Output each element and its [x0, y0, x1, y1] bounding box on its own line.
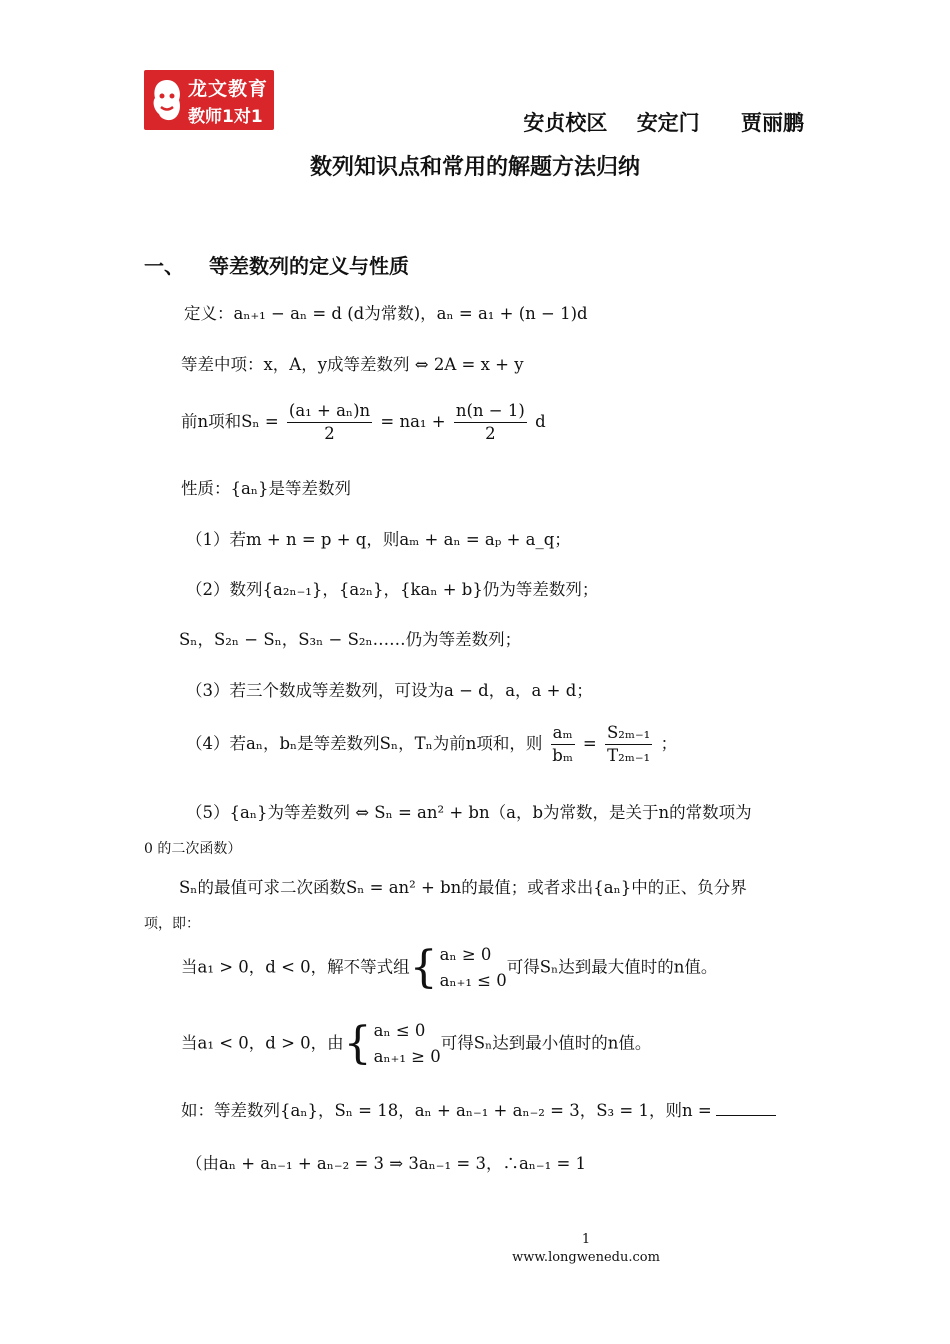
case2-ineq2: aₙ₊₁ ≥ 0: [373, 1047, 441, 1066]
p4-eq: =: [582, 734, 597, 753]
page-title: 数列知识点和常用的解题方法归纳: [309, 155, 640, 180]
case2-ineq1: aₙ ≤ 0: [373, 1021, 426, 1040]
case-1: [181, 942, 717, 994]
teacher: 贾丽鹏: [741, 111, 804, 135]
logo-face-icon: [150, 76, 184, 124]
property-3: （3）若三个数成等差数列，可设为a − d，a，a + d；: [186, 681, 593, 700]
case1-ineq2: aₙ₊₁ ≤ 0: [439, 971, 507, 990]
case1-system: [440, 942, 507, 994]
sum-fraction-1: [287, 400, 372, 445]
property-4: [186, 722, 677, 767]
property-4-prefix: （4）若aₙ，bₙ是等差数列Sₙ，Tₙ为前n项和，则: [186, 734, 543, 753]
case-2: [181, 1018, 651, 1070]
case1-ineq1: aₙ ≥ 0: [439, 945, 492, 964]
extreme-value-line: Sₙ的最值可求二次函数Sₙ = an² + bn的最值；或者求出{aₙ}中的正、负分界: [179, 878, 747, 897]
property-5b: 0 的二次函数）: [144, 841, 242, 857]
property-2b: Sₙ，S₂ₙ − Sₙ，S₃ₙ − S₂ₙ……仍为等差数列；: [179, 630, 522, 649]
section-title: 等差数列的定义与性质: [208, 254, 409, 278]
example-text: 如：等差数列{aₙ}，Sₙ = 18，aₙ + aₙ₋₁ + aₙ₋₂ = 3，S₃ = 1，则n =: [181, 1101, 712, 1120]
property-2: （2）数列{a₂ₙ₋₁}，{a₂ₙ}，{kaₙ + b}仍为等差数列；: [186, 580, 599, 599]
property-5: （5）{aₙ}为等差数列 ⇔ Sₙ = an² + bn（a，b为常数，是关于n的常数项为: [186, 803, 752, 822]
brace-icon: {: [343, 1018, 372, 1069]
definition-line: [184, 300, 588, 324]
case1-suffix: 可得Sₙ达到最大值时的n值。: [506, 957, 718, 977]
p4-frac1-numerator: aₘ: [551, 722, 575, 745]
sum-mid: = na₁ +: [380, 412, 446, 431]
sum-frac2-denominator: 2: [485, 424, 496, 443]
page-number: 1: [581, 1232, 591, 1247]
property-4-fraction-1: [551, 722, 575, 767]
logo: [144, 70, 274, 130]
extreme-value-line-b: 项，即：: [144, 916, 200, 932]
case2-system: [374, 1018, 441, 1070]
definition-label: 定义：: [184, 304, 234, 323]
p4-frac2-denominator: T₂ₘ₋₁: [607, 746, 651, 765]
branch: 安定门: [636, 111, 700, 135]
case2-suffix: 可得Sₙ达到最小值时的n值。: [440, 1033, 652, 1053]
middle-term-line: 等差中项：x，A，y成等差数列 ⇔ 2A = x + y: [181, 355, 524, 374]
definition-formula: aₙ₊₁ − aₙ = d (d为常数)，aₙ = a₁ + (n − 1)d: [233, 304, 588, 323]
p4-frac1-denominator: bₘ: [552, 746, 573, 765]
sum-frac1-denominator: 2: [324, 424, 335, 443]
logo-line1: 龙文教育: [188, 78, 269, 100]
answer-blank: [716, 1101, 776, 1116]
brace-icon: {: [409, 942, 438, 993]
section-number: 一、: [144, 254, 184, 278]
header-info: [501, 107, 804, 137]
footer-url: www.longwenedu.com: [512, 1250, 660, 1265]
property-1: （1）若m + n = p + q，则aₘ + aₙ = aₚ + a_q；: [186, 530, 571, 549]
sum-frac1-numerator: (a₁ + aₙ)n: [287, 400, 372, 423]
p4-suffix: ；: [660, 734, 678, 753]
logo-line2: 教师1对1: [188, 107, 263, 127]
section-heading: [144, 250, 409, 279]
case2-prefix: 当a₁ < 0，d > 0，由: [181, 1033, 344, 1053]
solution-line: （由aₙ + aₙ₋₁ + aₙ₋₂ = 3 ⇒ 3aₙ₋₁ = 3，∴aₙ₋₁ = 1: [186, 1154, 587, 1173]
sum-suffix: d: [535, 412, 546, 431]
campus: 安贞校区: [523, 111, 608, 135]
sum-prefix: 前n项和Sₙ =: [181, 412, 279, 431]
sum-frac2-numerator: n(n − 1): [454, 400, 527, 423]
property-intro: 性质：{aₙ}是等差数列: [181, 479, 351, 498]
sum-fraction-2: [454, 400, 527, 445]
p4-frac2-numerator: S₂ₘ₋₁: [605, 722, 652, 745]
property-4-fraction-2: [605, 722, 652, 767]
case1-prefix: 当a₁ > 0，d < 0，解不等式组: [181, 957, 410, 977]
sum-formula: [181, 400, 546, 445]
example-line: [181, 1097, 776, 1121]
